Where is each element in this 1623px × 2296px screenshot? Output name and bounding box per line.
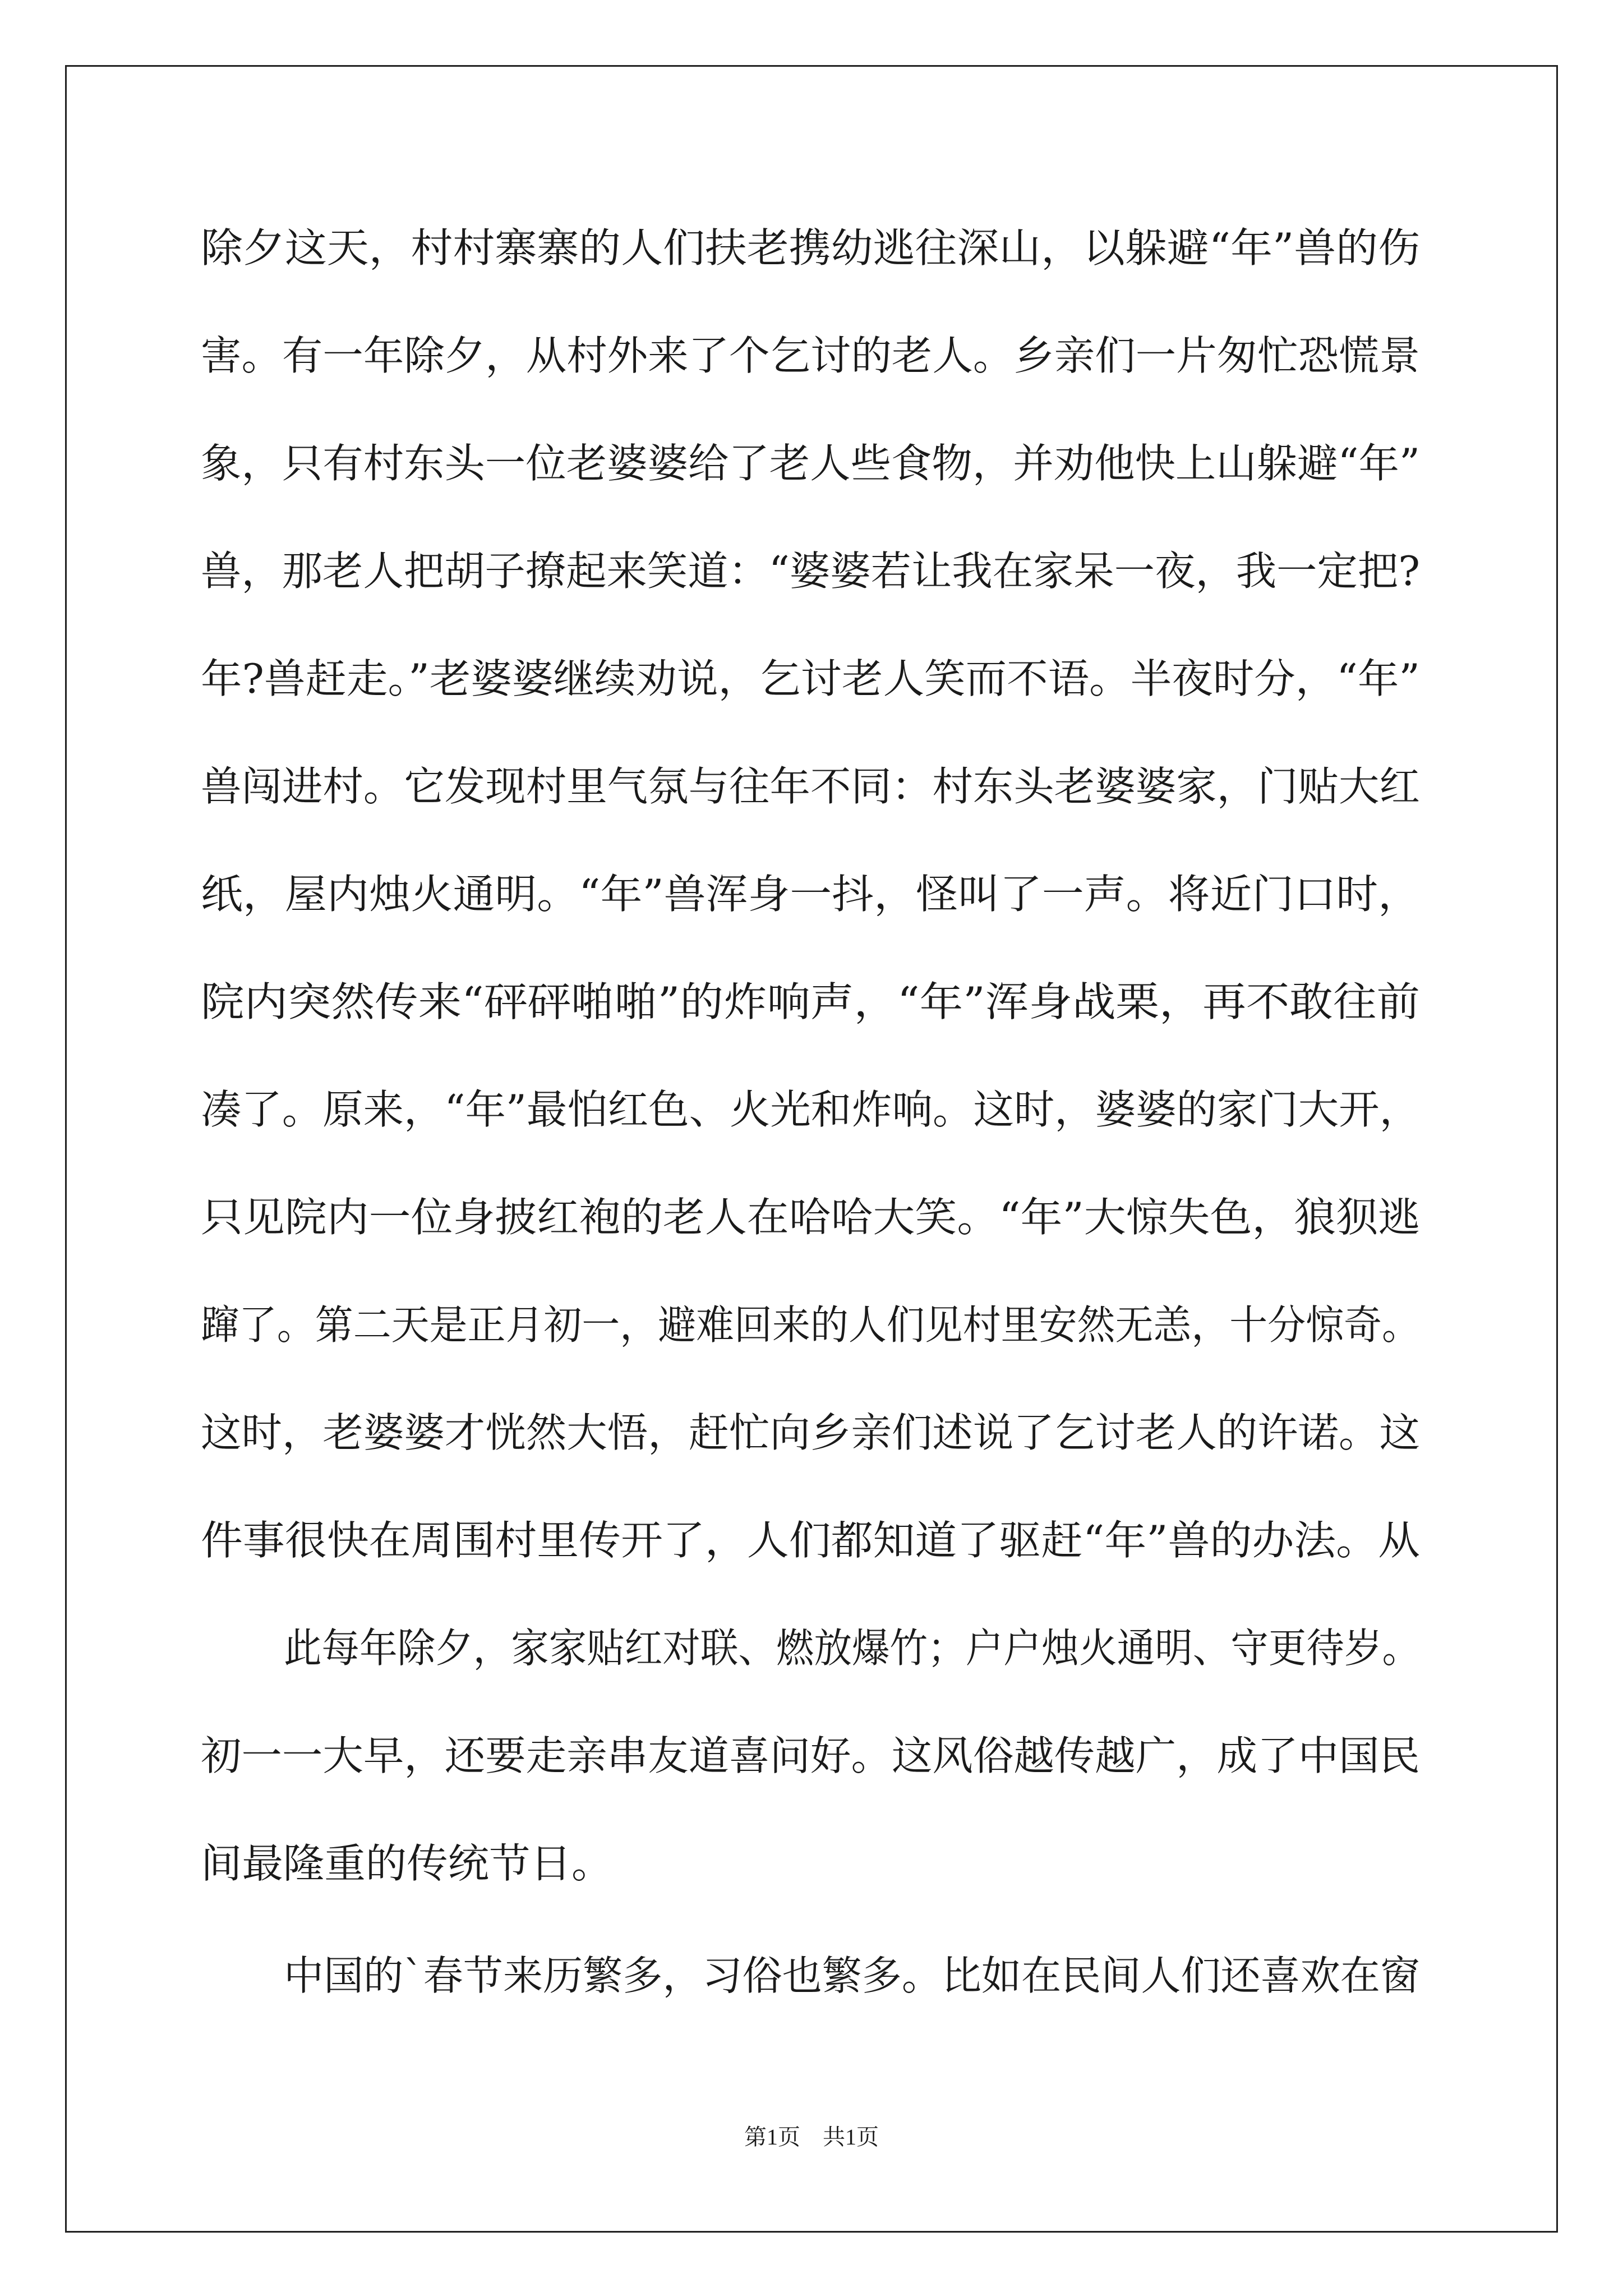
text-line: 害。有一年除夕，从村外来了个乞讨的老人。乡亲们一片匆忙恐慌景	[201, 332, 1420, 379]
text-line: 只见院内一位身披红袍的老人在哈哈大笑。“年”大惊失色，狼狈逃	[201, 1194, 1420, 1241]
text-line: 这时，老婆婆才恍然大悟，赶忙向乡亲们述说了乞讨老人的许诺。这	[201, 1409, 1420, 1456]
text-line: 初一一大早，还要走亲串友道喜问好。这风俗越传越广，成了中国民	[201, 1732, 1420, 1779]
text-line: 除夕这天，村村寨寨的人们扶老携幼逃往深山，以躲避“年”兽的伤	[201, 224, 1420, 272]
text-line: 纸，屋内烛火通明。“年”兽浑身一抖，怪叫了一声。将近门口时，	[201, 871, 1420, 918]
text-line: 象，只有村东头一位老婆婆给了老人些食物，并劝他快上山躲避“年”	[201, 440, 1420, 487]
text-line: 此每年除夕，家家贴红对联、燃放爆竹；户户烛火通明、守更待岁。	[284, 1625, 1420, 1672]
page-border	[65, 65, 1558, 2233]
page-number: 第1页 共1页	[744, 2124, 879, 2150]
text-line: 中国的`春节来历繁多，习俗也繁多。比如在民间人们还喜欢在窗	[284, 1952, 1420, 1999]
text-line: 院内突然传来“砰砰啪啪”的炸响声，“年”浑身战栗，再不敢往前	[201, 978, 1420, 1025]
text-line: 件事很快在周围村里传开了，人们都知道了驱赶“年”兽的办法。从	[201, 1517, 1420, 1564]
text-line: 凑了。原来，“年”最怕红色、火光和炸响。这时，婆婆的家门大开，	[201, 1086, 1420, 1133]
text-line: 蹿了。第二天是正月初一，避难回来的人们见村里安然无恙，十分惊奇。	[201, 1301, 1420, 1349]
text-line: 间最隆重的传统节日。	[201, 1840, 613, 1887]
text-line: 兽，那老人把胡子撩起来笑道：“婆婆若让我在家呆一夜，我一定把?	[201, 547, 1420, 595]
text-line: 兽闯进村。它发现村里气氛与往年不同：村东头老婆婆家，门贴大红	[201, 763, 1420, 810]
text-line: 年?兽赶走。”老婆婆继续劝说，乞讨老人笑而不语。半夜时分，“年”	[201, 655, 1420, 702]
